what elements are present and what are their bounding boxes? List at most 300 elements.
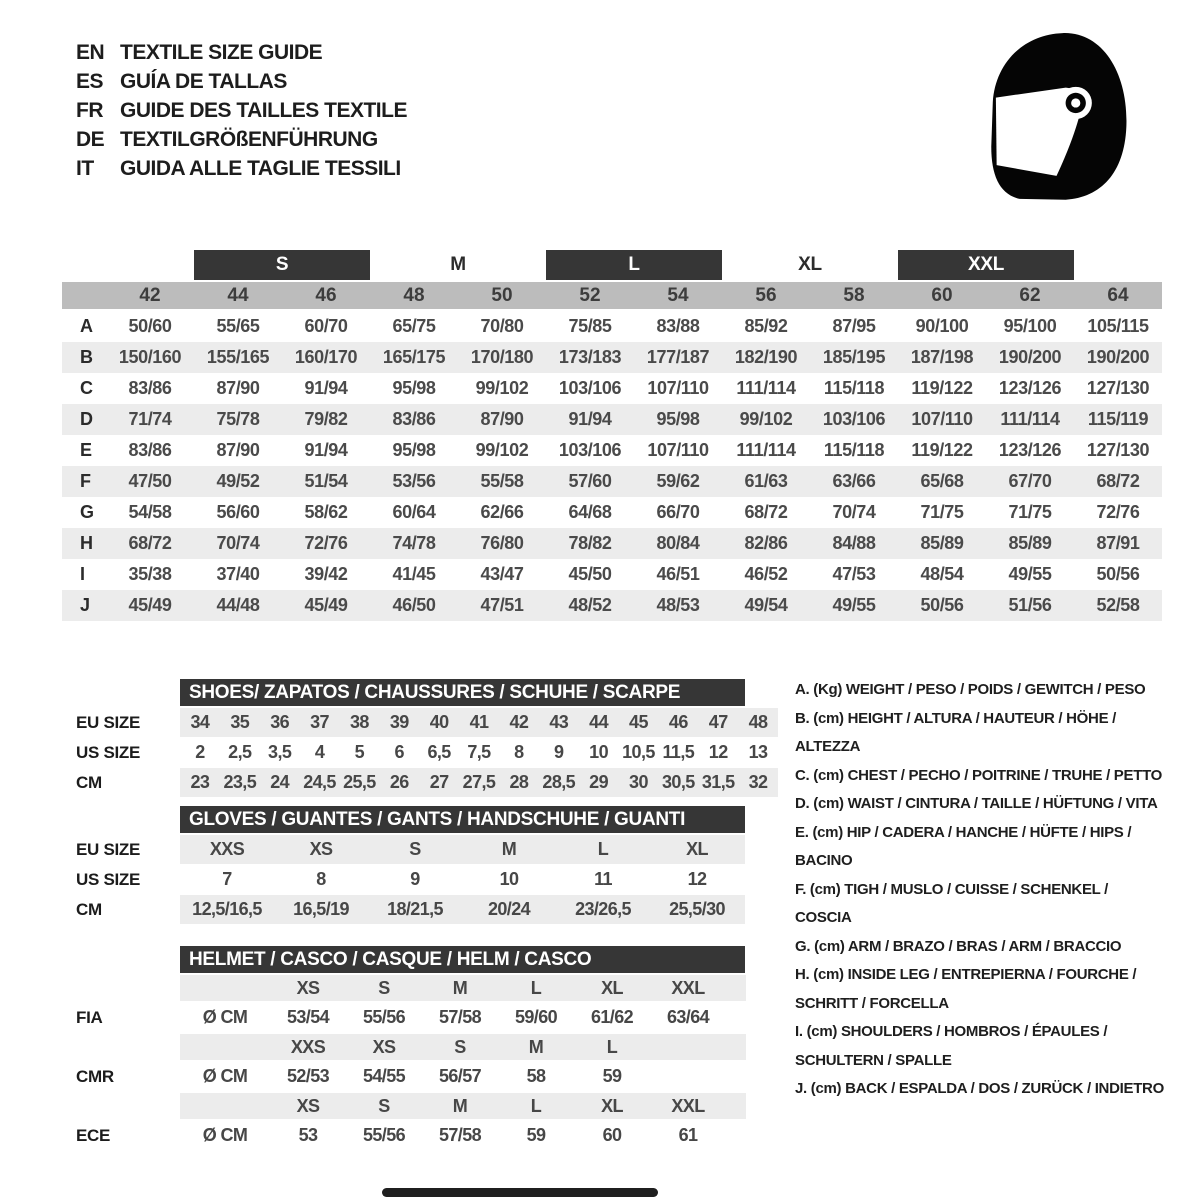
value-cell: 70/74 xyxy=(832,502,876,522)
value-cell: 76/80 xyxy=(480,533,524,553)
size-header-cell: XS xyxy=(296,1095,320,1116)
value-cell: 84/88 xyxy=(832,533,876,553)
size-header-cell: 42 xyxy=(139,284,161,306)
value-cell: 103/106 xyxy=(558,378,622,398)
value-cell: 41/45 xyxy=(392,564,436,584)
apparel-size-table xyxy=(62,250,1162,621)
value-cell: 99/102 xyxy=(475,440,529,460)
apparel-row-f xyxy=(62,466,1162,497)
helmet-values-row xyxy=(180,1120,746,1151)
value-cell: 64/68 xyxy=(568,502,612,522)
value-cell: 85/89 xyxy=(920,533,964,553)
value-cell: 12,5/16,5 xyxy=(192,899,262,919)
value-cell: 91/94 xyxy=(304,440,348,460)
value-cell: 70/80 xyxy=(480,316,524,336)
size-group-spacer xyxy=(1074,250,1162,280)
apparel-row-h xyxy=(62,528,1162,559)
size-row-label: US SIZE xyxy=(76,743,141,762)
shoes-title-bar xyxy=(180,679,745,706)
row-label: A xyxy=(80,316,93,336)
gloves-values-row xyxy=(180,865,745,894)
helmet-rows xyxy=(62,975,782,1152)
helmet-size-band xyxy=(180,1034,746,1060)
size-group-l: L xyxy=(546,250,722,280)
value-cell: 59 xyxy=(602,1066,622,1086)
value-cell: 75/85 xyxy=(568,316,612,336)
value-cell: 54/55 xyxy=(362,1066,406,1086)
value-cell: 12 xyxy=(687,869,707,889)
value-cell: 91/94 xyxy=(304,378,348,398)
helmet-standard-row-ece xyxy=(62,1120,782,1152)
value-cell: 25,5 xyxy=(343,772,376,792)
value-cell: 107/110 xyxy=(911,409,973,429)
value-cell: XXS xyxy=(209,839,245,859)
value-cell: 23/26,5 xyxy=(575,899,631,919)
value-cell: 165/175 xyxy=(382,347,446,367)
value-cell: 103/106 xyxy=(558,440,622,460)
value-cell: 46/51 xyxy=(656,564,700,584)
value-cell: 49/55 xyxy=(832,595,876,615)
helmet-size-band-row xyxy=(62,1093,782,1120)
apparel-row-e xyxy=(62,435,1162,466)
size-header-cell: L xyxy=(606,1036,618,1057)
value-cell: 83/86 xyxy=(128,440,172,460)
value-cell: 49/52 xyxy=(216,471,260,491)
value-cell: 127/130 xyxy=(1086,440,1150,460)
unit-cell: Ø CM xyxy=(202,1007,248,1027)
value-cell: 182/190 xyxy=(734,347,798,367)
legend-item: C. (cm) CHEST / PECHO / POITRINE / TRUHE / PETTO xyxy=(795,766,1163,784)
value-cell: 47/53 xyxy=(832,564,876,584)
value-cell: 56/60 xyxy=(216,502,260,522)
value-cell: 59/60 xyxy=(514,1007,558,1027)
value-cell: L xyxy=(597,839,609,859)
value-cell: 49/54 xyxy=(744,595,788,615)
value-cell: 65/68 xyxy=(920,471,964,491)
value-cell: 2,5 xyxy=(228,742,252,762)
size-header-cell: S xyxy=(378,977,390,998)
value-cell: 87/90 xyxy=(216,378,260,398)
size-row-label: CMR xyxy=(76,1067,114,1086)
helmet-standard-row-fia xyxy=(62,1002,782,1034)
legend-item: I. (cm) SHOULDERS / HOMBROS / ÉPAULES / SCHULTERN / SPALLE xyxy=(795,1023,1108,1069)
value-cell: 3,5 xyxy=(268,742,292,762)
value-cell: 47 xyxy=(708,712,728,732)
value-cell: 75/78 xyxy=(216,409,260,429)
value-cell: 71/75 xyxy=(920,502,964,522)
value-cell: 36 xyxy=(270,712,290,732)
language-list xyxy=(76,38,407,183)
value-cell: 57/58 xyxy=(438,1125,482,1145)
helmet-values-row xyxy=(180,1061,746,1092)
value-cell: 28,5 xyxy=(542,772,576,792)
value-cell: 62/66 xyxy=(480,502,524,522)
value-cell: 27,5 xyxy=(462,772,496,792)
value-cell: 10 xyxy=(499,869,519,889)
spacer xyxy=(62,946,180,975)
value-cell: 115/118 xyxy=(823,440,885,460)
bottom-bar xyxy=(382,1188,658,1197)
value-cell: 24 xyxy=(270,772,290,792)
value-cell: 187/198 xyxy=(910,347,974,367)
size-row-label: EU SIZE xyxy=(76,713,141,732)
value-cell: 8 xyxy=(316,869,326,889)
value-cell: 57/60 xyxy=(568,471,612,491)
value-cell: 47/51 xyxy=(480,595,524,615)
value-cell: M xyxy=(501,839,517,859)
value-cell: 66/70 xyxy=(656,502,700,522)
language-code: DE xyxy=(76,127,105,151)
value-cell: 49/55 xyxy=(1008,564,1052,584)
language-row xyxy=(76,154,407,183)
spacer xyxy=(62,806,180,835)
size-row-label: CM xyxy=(76,773,102,792)
value-cell: 61/62 xyxy=(590,1007,634,1027)
value-cell: 71/74 xyxy=(128,409,172,429)
shoes-row xyxy=(62,768,782,798)
size-group-s: S xyxy=(194,250,370,280)
size-header-cell: M xyxy=(528,1036,544,1057)
value-cell: 55/56 xyxy=(362,1125,406,1145)
value-cell: 56/57 xyxy=(438,1066,482,1086)
size-header-cell: 46 xyxy=(315,284,337,306)
value-cell: 50/56 xyxy=(1096,564,1140,584)
language-label: GUIDE DES TAILLES TEXTILE xyxy=(120,98,407,122)
value-cell: 31,5 xyxy=(701,772,735,792)
value-cell: 111/114 xyxy=(1000,409,1060,429)
value-cell: 55/65 xyxy=(216,316,260,336)
value-cell: 60/70 xyxy=(304,316,348,336)
value-cell: 78/82 xyxy=(568,533,612,553)
value-cell: 46/52 xyxy=(744,564,788,584)
value-cell: 26 xyxy=(389,772,409,792)
value-cell: 39/42 xyxy=(304,564,348,584)
value-cell: 63/66 xyxy=(832,471,876,491)
value-cell: 185/195 xyxy=(822,347,886,367)
value-cell: 57/58 xyxy=(438,1007,482,1027)
value-cell: 58/62 xyxy=(304,502,348,522)
language-row xyxy=(76,67,407,96)
value-cell: 85/92 xyxy=(744,316,788,336)
size-header-cell: 64 xyxy=(1107,284,1129,306)
value-cell: 23,5 xyxy=(223,772,257,792)
legend-item: A. (Kg) WEIGHT / PESO / POIDS / GEWITCH / PESO xyxy=(795,681,1146,698)
legend-item: E. (cm) HIP / CADERA / HANCHE / HÜFTE / HIPS / BACINO xyxy=(795,823,1132,869)
value-cell: 45/50 xyxy=(568,564,612,584)
value-cell: 37 xyxy=(310,712,329,732)
value-cell: 61/63 xyxy=(744,471,788,491)
gloves-values-row xyxy=(180,895,745,924)
size-group-xxl: XXL xyxy=(898,250,1074,280)
value-cell: 111/114 xyxy=(736,440,796,460)
value-cell: 27 xyxy=(429,772,449,792)
value-cell: 95/98 xyxy=(392,378,436,398)
value-cell: 41 xyxy=(469,712,489,732)
value-cell: 59 xyxy=(526,1125,546,1145)
value-cell: 80/84 xyxy=(656,533,700,553)
value-cell: 10 xyxy=(589,742,608,762)
legend-item: D. (cm) WAIST / CINTURA / TAILLE / HÜFTUNG / VITA xyxy=(795,795,1158,812)
apparel-size-row xyxy=(62,282,1162,309)
value-cell: XS xyxy=(309,839,333,859)
value-cell: 115/118 xyxy=(823,378,885,398)
size-header-cell: M xyxy=(452,977,468,998)
value-cell: 35 xyxy=(230,712,250,732)
size-group-xl: XL xyxy=(798,254,822,275)
size-header-cell: 52 xyxy=(579,284,601,306)
value-cell: 44 xyxy=(589,712,608,732)
helmet-title-bar xyxy=(180,946,745,973)
size-header-cell: 56 xyxy=(755,284,777,306)
value-cell: 95/98 xyxy=(392,440,436,460)
value-cell: 177/187 xyxy=(646,347,710,367)
value-cell: 10,5 xyxy=(622,742,655,762)
value-cell: 123/126 xyxy=(998,378,1062,398)
size-row-label: US SIZE xyxy=(76,870,141,889)
gloves-title-bar xyxy=(180,806,745,833)
size-header-cell: 58 xyxy=(843,284,865,306)
value-cell: 90/100 xyxy=(915,316,969,336)
helmet-title-row xyxy=(62,946,782,975)
value-cell: 82/86 xyxy=(744,533,788,553)
value-cell: 53/56 xyxy=(392,471,436,491)
value-cell: 160/170 xyxy=(294,347,358,367)
value-cell: 54/58 xyxy=(128,502,172,522)
value-cell: 48/54 xyxy=(920,564,964,584)
value-cell: 79/82 xyxy=(304,409,348,429)
apparel-group-row xyxy=(62,250,1162,280)
value-cell: 5 xyxy=(354,742,365,762)
value-cell: 155/165 xyxy=(206,347,270,367)
value-cell: 40 xyxy=(429,712,449,732)
shoes-values-row xyxy=(180,708,778,737)
value-cell: 99/102 xyxy=(739,409,793,429)
value-cell: 20/24 xyxy=(487,899,531,919)
value-cell: 87/91 xyxy=(1096,533,1140,553)
value-cell: 59/62 xyxy=(656,471,700,491)
shoes-values-row xyxy=(180,738,778,767)
row-label: I xyxy=(80,564,85,584)
apparel-row-d xyxy=(62,404,1162,435)
size-header-cell: XXS xyxy=(290,1036,326,1057)
value-cell: 53/54 xyxy=(286,1007,330,1027)
unit-cell: Ø CM xyxy=(202,1125,248,1145)
value-cell: 43 xyxy=(549,712,569,732)
value-cell: 53 xyxy=(298,1125,318,1145)
value-cell: 55/56 xyxy=(362,1007,406,1027)
shoes-rows xyxy=(62,708,782,798)
value-cell: 34 xyxy=(190,712,210,732)
value-cell: 87/95 xyxy=(832,316,876,336)
size-header-cell: 44 xyxy=(227,284,249,306)
value-cell: 6 xyxy=(394,742,404,762)
value-cell: 72/76 xyxy=(1096,502,1140,522)
value-cell: 68/72 xyxy=(744,502,788,522)
shoes-values-row xyxy=(180,768,778,797)
apparel-row-a xyxy=(62,311,1162,342)
value-cell: 44/48 xyxy=(216,595,260,615)
apparel-row-b xyxy=(62,342,1162,373)
value-cell: 52/58 xyxy=(1096,595,1140,615)
row-label-spacer xyxy=(62,250,106,280)
size-header-cell: S xyxy=(454,1036,466,1057)
size-header-cell: 50 xyxy=(491,284,513,306)
gloves-rows xyxy=(62,835,782,925)
value-cell: 28 xyxy=(509,772,529,792)
value-cell: 83/88 xyxy=(656,316,700,336)
size-row-label: CM xyxy=(76,900,102,919)
value-cell: 127/130 xyxy=(1086,378,1150,398)
value-cell: 74/78 xyxy=(392,533,436,553)
value-cell: 51/56 xyxy=(1008,595,1052,615)
apparel-body xyxy=(62,311,1162,621)
language-code: FR xyxy=(76,98,103,122)
value-cell: 48/53 xyxy=(656,595,700,615)
language-code: EN xyxy=(76,40,105,64)
spacer xyxy=(62,1093,180,1120)
value-cell: 52/53 xyxy=(286,1066,330,1086)
helmet-values-row xyxy=(180,1002,746,1033)
value-cell: 95/100 xyxy=(1003,316,1057,336)
value-cell: 39 xyxy=(389,712,409,732)
value-cell: XL xyxy=(686,839,708,859)
value-cell: 4 xyxy=(314,742,325,762)
row-label: B xyxy=(80,347,93,367)
value-cell: 71/75 xyxy=(1008,502,1052,522)
value-cell: 11 xyxy=(594,869,612,889)
value-cell: 95/98 xyxy=(656,409,700,429)
value-cell: 111/114 xyxy=(736,378,796,398)
gloves-row xyxy=(62,865,782,895)
racing-helmet-icon xyxy=(975,30,1135,202)
value-cell: 48 xyxy=(748,712,768,732)
value-cell: 83/86 xyxy=(128,378,172,398)
row-label: D xyxy=(80,409,93,429)
value-cell: 30,5 xyxy=(662,772,695,792)
size-header-cell: XS xyxy=(296,977,320,998)
value-cell: 85/89 xyxy=(1008,533,1052,553)
value-cell: 65/75 xyxy=(392,316,436,336)
value-cell: 70/74 xyxy=(216,533,260,553)
gloves-title: GLOVES / GUANTES / GANTS / HANDSCHUHE / GUANTI xyxy=(189,808,686,830)
size-row-label: EU SIZE xyxy=(76,840,141,859)
value-cell: 190/200 xyxy=(998,347,1062,367)
value-cell: 87/90 xyxy=(480,409,524,429)
value-cell: 46/50 xyxy=(392,595,436,615)
language-code: IT xyxy=(76,156,94,180)
value-cell: 87/90 xyxy=(216,440,260,460)
helmet-size-band xyxy=(180,975,746,1001)
value-cell: 67/70 xyxy=(1008,471,1052,491)
value-cell: 105/115 xyxy=(1087,316,1149,336)
shoes-row xyxy=(62,738,782,768)
row-label: C xyxy=(80,378,93,398)
value-cell: 58 xyxy=(526,1066,546,1086)
value-cell: 18/21,5 xyxy=(387,899,443,919)
value-cell: 45/49 xyxy=(128,595,172,615)
value-cell: 68/72 xyxy=(1096,471,1140,491)
helmet-standard-row-cmr xyxy=(62,1061,782,1093)
value-cell: 23 xyxy=(190,772,210,792)
shoes-title-row xyxy=(62,679,782,708)
value-cell: 173/183 xyxy=(558,347,622,367)
size-header-cell: L xyxy=(530,1095,542,1116)
spacer xyxy=(62,679,180,708)
value-cell: 37/40 xyxy=(216,564,260,584)
value-cell: 48/52 xyxy=(568,595,612,615)
helmet-title: HELMET / CASCO / CASQUE / HELM / CASCO xyxy=(189,948,592,970)
value-cell: 61 xyxy=(678,1125,698,1145)
value-cell: 42 xyxy=(509,712,529,732)
spacer xyxy=(62,975,180,1002)
value-cell: 60 xyxy=(602,1125,622,1145)
value-cell: 45/49 xyxy=(304,595,348,615)
shoes-section xyxy=(62,679,782,798)
size-row-label: ECE xyxy=(76,1126,111,1145)
size-header-cell: M xyxy=(452,1095,468,1116)
value-cell: 55/58 xyxy=(480,471,524,491)
gloves-row xyxy=(62,835,782,865)
language-label: TEXTILGRÖßENFÜHRUNG xyxy=(120,127,378,151)
shoes-row xyxy=(62,708,782,738)
language-row xyxy=(76,38,407,67)
value-cell: 25,5/30 xyxy=(669,899,725,919)
size-header-cell: L xyxy=(530,977,542,998)
size-header-cell: XS xyxy=(372,1036,396,1057)
value-cell: 83/86 xyxy=(392,409,436,429)
size-row-label: FIA xyxy=(76,1008,103,1027)
value-cell: 24,5 xyxy=(303,772,336,792)
helmet-size-band xyxy=(180,1093,746,1119)
row-label: E xyxy=(80,440,92,460)
value-cell: 43/47 xyxy=(480,564,524,584)
value-cell: 9 xyxy=(554,742,564,762)
size-header-cell: XL xyxy=(601,1095,623,1116)
value-cell: 45 xyxy=(629,712,648,732)
value-cell: 29 xyxy=(589,772,608,792)
legend-item: H. (cm) INSIDE LEG / ENTREPIERNA / FOURCHE / SCHRITT / FORCELLA xyxy=(795,966,1137,1012)
size-header-cell: 62 xyxy=(1019,284,1041,306)
helmet-section xyxy=(62,946,782,1152)
row-label: G xyxy=(80,502,94,522)
value-cell: 30 xyxy=(629,772,648,792)
language-row xyxy=(76,96,407,125)
spacer xyxy=(62,1034,180,1061)
value-cell: 51/54 xyxy=(304,471,348,491)
value-cell: 119/122 xyxy=(911,378,973,398)
size-header-cell: S xyxy=(378,1095,390,1116)
language-row xyxy=(76,125,407,154)
row-label: F xyxy=(80,471,91,491)
value-cell: 2 xyxy=(195,742,205,762)
language-code: ES xyxy=(76,69,104,93)
legend-item: B. (cm) HEIGHT / ALTURA / HAUTEUR / HÖHE / ALTEZZA xyxy=(795,709,1117,755)
language-label: GUÍA DE TALLAS xyxy=(120,69,287,93)
value-cell: 119/122 xyxy=(911,440,973,460)
helmet-size-band-row xyxy=(62,975,782,1002)
value-cell: 63/64 xyxy=(666,1007,710,1027)
value-cell: 107/110 xyxy=(647,440,709,460)
value-cell: 50/60 xyxy=(128,316,172,336)
value-cell: 47/50 xyxy=(128,471,172,491)
value-cell: 170/180 xyxy=(470,347,534,367)
value-cell: 35/38 xyxy=(128,564,172,584)
value-cell: 12 xyxy=(708,742,728,762)
value-cell: 9 xyxy=(410,869,420,889)
value-cell: 32 xyxy=(748,772,768,792)
apparel-row-c xyxy=(62,373,1162,404)
measurement-legend xyxy=(795,676,1167,1104)
